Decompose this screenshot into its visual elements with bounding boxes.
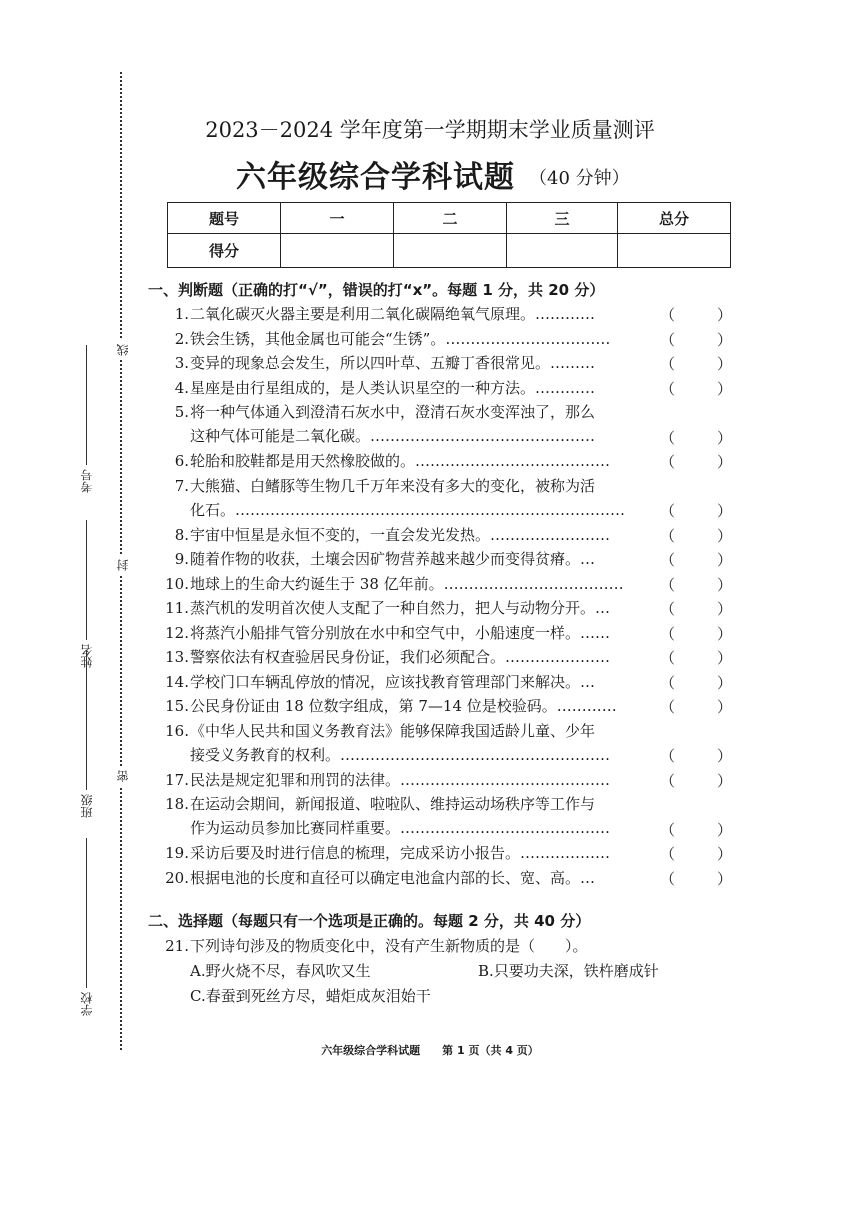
question-number: 16. <box>165 721 189 740</box>
question-number: 17. <box>165 770 189 789</box>
score-cell[interactable] <box>281 234 394 268</box>
question-text: 变异的现象总会发生，所以四叶草、五瓣丁香很常见。……… <box>190 354 596 372</box>
section1-title: 一、判断题（正确的打“√”，错误的打“x”。每题 1 分，共 20 分） <box>148 281 605 299</box>
score-header-cell: 三 <box>507 203 618 234</box>
question-number: 12. <box>165 623 189 642</box>
name-field[interactable] <box>78 520 95 668</box>
question-number: 14. <box>165 672 189 691</box>
binding-mark-line: 线 <box>114 340 131 360</box>
answer-paren-open[interactable]: （ <box>660 502 676 520</box>
question-text: 蒸汽机的发明首次使人支配了一种自然力，把人与动物分开。… <box>190 599 611 617</box>
answer-paren-open[interactable]: （ <box>660 355 676 373</box>
score-header-cell: 一 <box>281 203 394 234</box>
score-cell[interactable] <box>394 234 507 268</box>
answer-paren-close: ） <box>717 820 733 839</box>
answer-paren-open[interactable]: （ <box>660 869 676 888</box>
question-text: 随着作物的收获，土壤会因矿物营养越来越少而变得贫瘠。… <box>190 550 596 568</box>
duration-label: （40 分钟） <box>529 168 630 189</box>
class-underline <box>86 650 87 790</box>
answer-paren-close: ） <box>717 379 733 398</box>
question-15 <box>163 694 733 718</box>
name-underline <box>86 520 87 640</box>
question-7 <box>163 474 733 522</box>
answer-paren-close: ） <box>717 355 733 373</box>
question-number: 20. <box>165 868 189 887</box>
question-text: 警察依法有权查验居民身份证，我们必须配合。………………… <box>190 648 611 666</box>
score-row-label: 得分 <box>168 234 281 268</box>
question-text: 公民身份证由 18 位数字组成，第 7—14 位是校验码。………… <box>190 697 617 715</box>
answer-paren-close: ） <box>717 502 733 520</box>
question-text: 学校门口车辆乱停放的情况，应该找教育管理部门来解决。… <box>190 672 596 691</box>
question-12 <box>163 621 733 645</box>
question-number: 3. <box>174 354 189 372</box>
answer-paren-open[interactable]: （ <box>660 747 676 765</box>
answer-paren-close: ） <box>717 698 733 716</box>
answer-paren-open[interactable]: （ <box>660 306 676 324</box>
score-table <box>167 202 731 268</box>
binding-mark-seal: 封 <box>114 555 131 575</box>
question-text-continued: 接受义务教育的权利。……………………………………………… <box>190 745 611 764</box>
question-number: 21. <box>165 937 189 955</box>
answer-paren-open[interactable]: （ <box>660 820 676 839</box>
question-text-continued: 化石。…………………………………………………………………… <box>190 500 626 519</box>
school-label: 学校 <box>80 992 94 1016</box>
answer-paren-close: ） <box>717 673 733 692</box>
answer-paren-open[interactable]: （ <box>660 453 676 471</box>
score-header-cell: 题号 <box>168 203 281 234</box>
score-table-header-row <box>168 203 731 234</box>
question-8 <box>163 523 733 547</box>
question-number: 10. <box>165 574 189 593</box>
question-text: 在运动会期间，新闻报道、啦啦队、维持运动场秩序等工作与 <box>190 795 596 813</box>
score-cell[interactable] <box>618 234 731 268</box>
question-19 <box>163 841 733 865</box>
exam-title: 2023－2024 学年度第一学期期末学业质量测评 <box>205 118 655 142</box>
score-header-cell: 总分 <box>618 203 731 234</box>
answer-paren-open[interactable]: （ <box>660 698 676 716</box>
question-text: 轮胎和胶鞋都是用天然橡胶做的。………………………………… <box>190 452 611 470</box>
answer-paren-close: ） <box>717 600 733 618</box>
exam-number-field[interactable] <box>78 345 95 493</box>
score-cell[interactable] <box>507 234 618 268</box>
question-number: 4. <box>174 378 189 397</box>
question-text: 星座是由行星组成的，是人类认识星空的一种方法。………… <box>190 378 596 397</box>
question-text: 二氧化碳灭火器主要是利用二氧化碳隔绝氧气原理。………… <box>190 305 596 323</box>
answer-paren-open[interactable]: （ <box>660 551 676 569</box>
answer-paren-open[interactable]: （ <box>660 624 676 643</box>
binding-mark-secret: 密 <box>114 766 131 786</box>
answer-paren-open[interactable]: （ <box>660 845 676 863</box>
main-title: 六年级综合学科试题 <box>236 160 515 195</box>
question-21 <box>163 934 733 958</box>
answer-paren-open[interactable]: （ <box>660 526 676 545</box>
section2-title: 二、选择题（每题只有一个选项是正确的。每题 2 分，共 40 分） <box>148 912 591 930</box>
question-number: 11. <box>165 599 189 617</box>
question-17 <box>163 768 733 792</box>
question-text: 铁会生锈，其他金属也可能会“生锈”。…………………………… <box>190 329 611 348</box>
question-text: 《中华人民共和国义务教育法》能够保障我国适龄儿童、少年 <box>190 721 596 740</box>
answer-paren-open[interactable]: （ <box>660 330 676 349</box>
question-number: 2. <box>174 329 189 348</box>
school-underline <box>86 838 87 988</box>
option-b: B.只要功夫深，铁杵磨成针 <box>478 962 659 980</box>
question-number: 15. <box>165 697 189 715</box>
question-number: 5. <box>174 403 189 421</box>
answer-paren-open[interactable]: （ <box>660 428 676 447</box>
question-text: 大熊猫、白鳍豚等生物几千万年来没有多大的变化，被称为活 <box>190 476 596 495</box>
answer-paren-close: ） <box>717 428 733 447</box>
question-text: 下列诗句涉及的物质变化中，没有产生新物质的是（ ）。 <box>190 937 588 955</box>
option-c: C.春蚕到死丝方尽，蜡炬成灰泪始干 <box>190 987 431 1005</box>
question-number: 8. <box>174 525 189 544</box>
exam-number-underline <box>86 345 87 465</box>
question-4 <box>163 376 733 400</box>
question-text-continued: 作为运动员参加比赛同样重要。…………………………………… <box>190 819 611 837</box>
answer-paren-close: ） <box>717 624 733 643</box>
question-text: 根据电池的长度和直径可以确定电池盒内部的长、宽、高。… <box>190 868 596 887</box>
answer-paren-close: ） <box>717 453 733 471</box>
answer-paren-close: ） <box>717 330 733 349</box>
question-number: 7. <box>174 476 189 495</box>
answer-paren-open[interactable]: （ <box>660 771 676 790</box>
class-label: 班级 <box>80 794 94 818</box>
question-number: 18. <box>165 795 189 813</box>
question-number: 13. <box>165 648 189 666</box>
answer-paren-open[interactable]: （ <box>660 379 676 398</box>
question-2 <box>163 327 733 351</box>
question-text: 民法是规定犯罪和刑罚的法律。…………………………………… <box>190 770 611 789</box>
answer-paren-close: ） <box>717 575 733 594</box>
question-text: 地球上的生命大约诞生于 38 亿年前。……………………………… <box>190 574 624 593</box>
question-20 <box>163 866 733 890</box>
question-text: 将一种气体通入到澄清石灰水中，澄清石灰水变浑浊了，那么 <box>190 403 596 421</box>
answer-paren-open[interactable]: （ <box>660 649 676 667</box>
school-field[interactable] <box>78 838 95 1016</box>
question-5 <box>163 400 733 448</box>
question-number: 19. <box>165 844 189 862</box>
question-text: 宇宙中恒星是永恒不变的，一直会发光发热。…………………… <box>190 525 611 544</box>
question-16 <box>163 719 733 767</box>
option-a: A.野火烧不尽，春风吹又生 <box>190 962 371 980</box>
question-6 <box>163 449 733 473</box>
page-footer: 六年级综合学科试题 第 1 页（共 4 页） <box>321 1044 539 1057</box>
exam-number-label: 考号 <box>80 469 94 493</box>
answer-paren-close: ） <box>717 551 733 569</box>
question-number: 6. <box>174 452 189 470</box>
question-3 <box>163 351 733 375</box>
score-table-score-row <box>168 234 731 268</box>
question-1 <box>163 302 733 326</box>
class-field[interactable] <box>78 650 95 818</box>
question-text: 将蒸汽小船排气管分别放在水中和空气中，小船速度一样。…… <box>190 623 611 642</box>
question-18 <box>163 792 733 840</box>
answer-paren-close: ） <box>717 306 733 324</box>
answer-paren-open[interactable]: （ <box>660 600 676 618</box>
question-9 <box>163 547 733 571</box>
name-label: 姓名 <box>80 644 94 668</box>
answer-paren-close: ） <box>717 771 733 790</box>
question-text-continued: 这种气体可能是二氧化碳。……………………………………… <box>190 427 596 445</box>
score-header-cell: 二 <box>394 203 507 234</box>
question-11 <box>163 596 733 620</box>
answer-paren-open[interactable]: （ <box>660 673 676 692</box>
question-number: 1. <box>174 305 189 323</box>
answer-paren-open[interactable]: （ <box>660 575 676 594</box>
question-number: 9. <box>174 550 189 568</box>
question-14 <box>163 670 733 694</box>
question-text: 采访后要及时进行信息的梳理，完成采访小报告。……………… <box>190 844 611 862</box>
answer-paren-close: ） <box>717 649 733 667</box>
question-13 <box>163 645 733 669</box>
answer-paren-close: ） <box>717 526 733 545</box>
answer-paren-close: ） <box>717 845 733 863</box>
question-10 <box>163 572 733 596</box>
answer-paren-close: ） <box>717 747 733 765</box>
answer-paren-close: ） <box>717 869 733 888</box>
